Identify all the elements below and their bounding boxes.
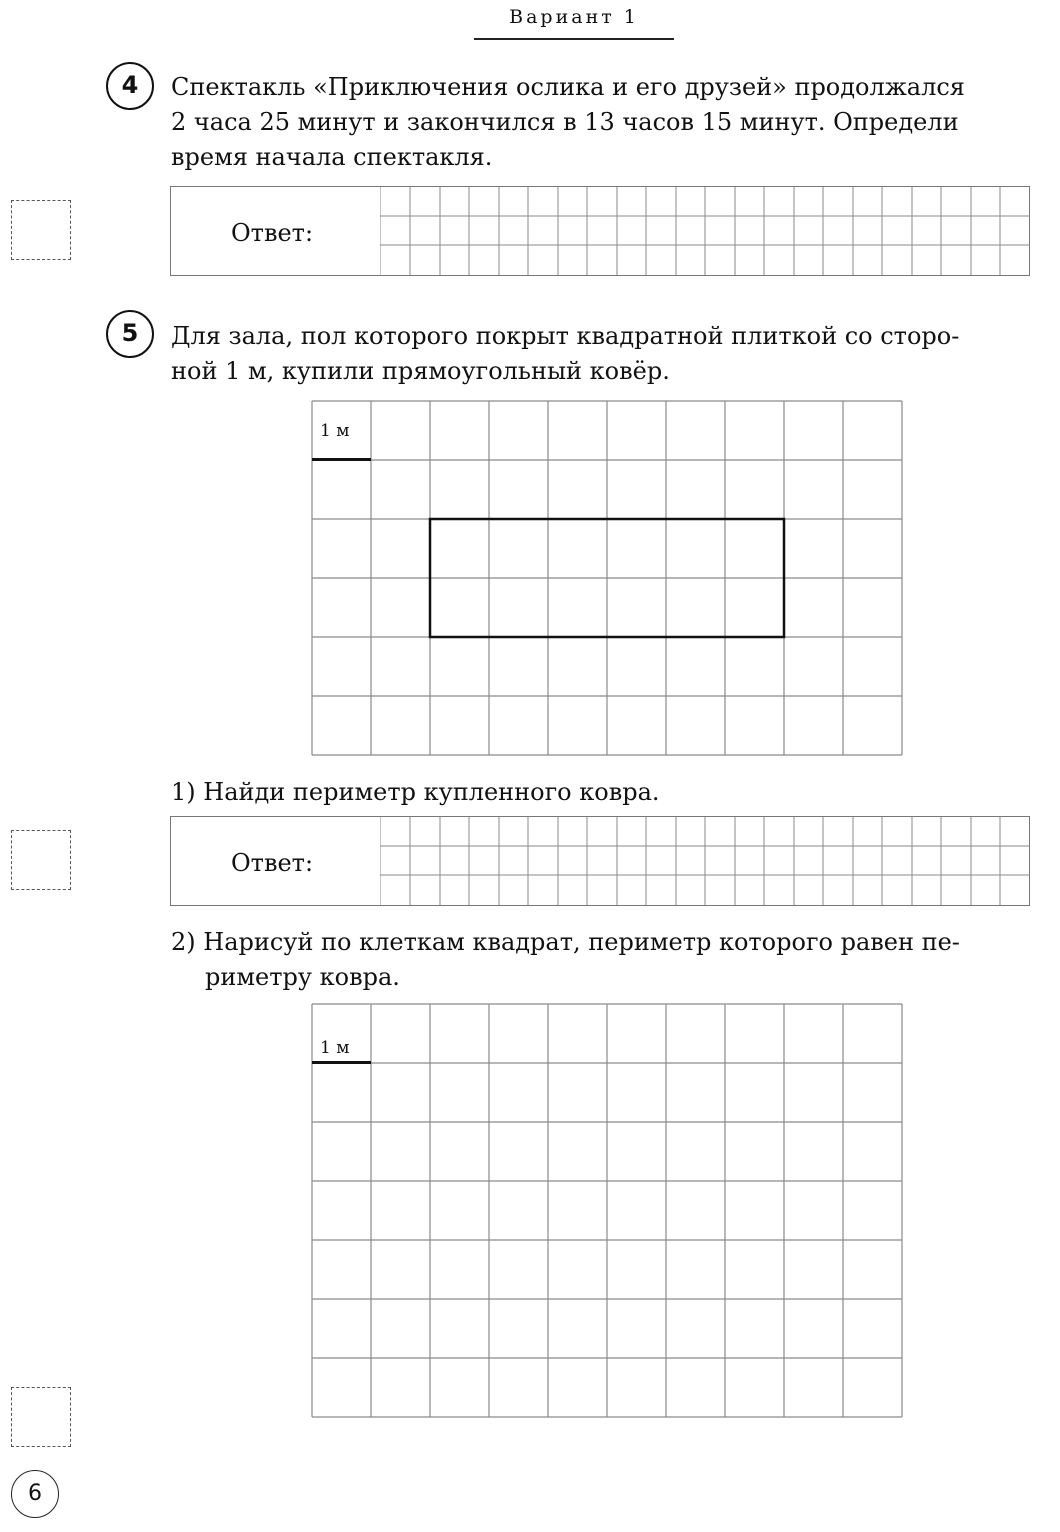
task-5-line-1: Для зала, пол которого покрыт квадратной плиткой со сторо- — [171, 322, 960, 350]
page-number: 6 — [11, 1470, 59, 1518]
answer-box-task-4 — [170, 186, 1030, 276]
scale-label-1m: 1 м — [320, 1038, 350, 1058]
answer-cells-task-5-1[interactable] — [380, 817, 1030, 905]
task-5-question-1: 1) Найди периметр купленного ковра. — [171, 778, 660, 806]
answer-label: Ответ: — [231, 219, 314, 247]
task-4-line-3: время начала спектакля. — [171, 143, 493, 171]
task-4-line-1: Спектакль «Приключения ослика и его друзей» продолжался — [171, 73, 965, 101]
grid-lines — [312, 1004, 902, 1417]
score-box-task-5-2 — [11, 1387, 71, 1447]
task-5-question-2-line-2: риметру ковра. — [205, 963, 400, 991]
grid-lines — [312, 401, 902, 755]
drawing-grid[interactable] — [311, 1003, 903, 1418]
answer-box-task-5-1 — [170, 816, 1030, 906]
answer-label: Ответ: — [231, 849, 314, 877]
task-4-number: 4 — [106, 62, 154, 110]
scale-line — [312, 458, 371, 461]
score-box-task-4 — [11, 200, 71, 260]
carpet-grid — [311, 400, 903, 756]
task-5-line-2: ной 1 м, купили прямоугольный ковёр. — [171, 357, 670, 385]
scale-line — [312, 1061, 371, 1064]
answer-cells-task-4[interactable] — [380, 187, 1030, 275]
task-5-number: 5 — [106, 310, 154, 358]
scale-label-1m: 1 м — [320, 421, 350, 441]
header-underline — [474, 38, 674, 40]
task-4-line-2: 2 часа 25 минут и закончился в 13 часов 15 минут. Определи — [171, 108, 959, 136]
variant-header: Вариант 1 — [509, 6, 639, 28]
task-5-question-2-line-1: 2) Нарисуй по клеткам квадрат, периметр которого равен пе- — [171, 928, 960, 956]
score-box-task-5-1 — [11, 830, 71, 890]
